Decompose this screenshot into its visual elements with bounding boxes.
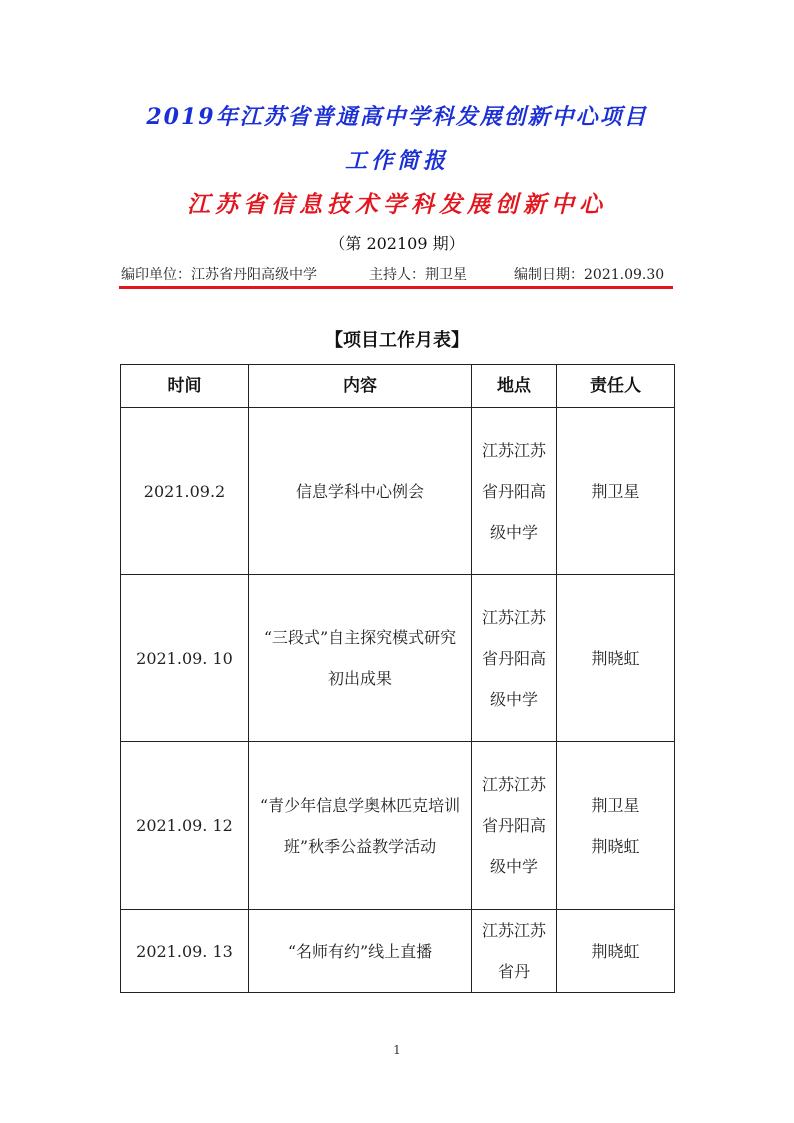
cell-place: 江苏江苏省丹阳高级中学 [472,742,557,910]
cell-person: 荆晓虹 [557,910,675,993]
table-header-row [121,365,675,408]
cell-content: “青少年信息学奥林匹克培训班”秋季公益教学活动 [249,742,472,910]
editor-unit: 编印单位：江苏省丹阳高级中学 [121,267,317,283]
table-row [121,742,675,910]
cell-time: 2021.09. 12 [121,742,249,910]
header-place: 地点 [472,365,557,408]
cell-place: 江苏江苏省丹 [472,910,557,993]
cell-person: 荆晓虹 [557,575,675,742]
cell-person: 荆卫星 荆晓虹 [557,742,675,910]
cell-time: 2021.09. 13 [121,910,249,993]
header-person: 责任人 [557,365,675,408]
issue-number: （第 202109 期） [329,234,465,253]
cell-content: “名师有约”线上直播 [249,910,472,993]
table-row [121,910,675,993]
monthly-work-table [120,364,675,993]
header-content: 内容 [249,365,472,408]
report-title-line2: 工作简报 [344,148,449,174]
table-row [121,575,675,742]
report-title-line1: 2019年江苏省普通高中学科发展创新中心项目 [146,104,648,130]
page-number: 1 [393,1043,401,1057]
cell-person: 荆卫星 [557,408,675,575]
host-name: 主持人：荆卫星 [369,267,467,283]
section-title: 【项目工作月表】 [325,330,469,351]
cell-content: “三段式”自主探究模式研究初出成果 [249,575,472,742]
header-time: 时间 [121,365,249,408]
table-row [121,408,675,575]
center-name-title: 江苏省信息技术学科发展创新中心 [187,191,607,218]
cell-place: 江苏江苏省丹阳高级中学 [472,575,557,742]
cell-time: 2021.09. 10 [121,575,249,742]
cell-content: 信息学科中心例会 [249,408,472,575]
compile-date: 编制日期：2021.09.30 [514,267,665,283]
red-divider [119,286,673,289]
cell-place: 江苏江苏省丹阳高级中学 [472,408,557,575]
cell-time: 2021.09.2 [121,408,249,575]
